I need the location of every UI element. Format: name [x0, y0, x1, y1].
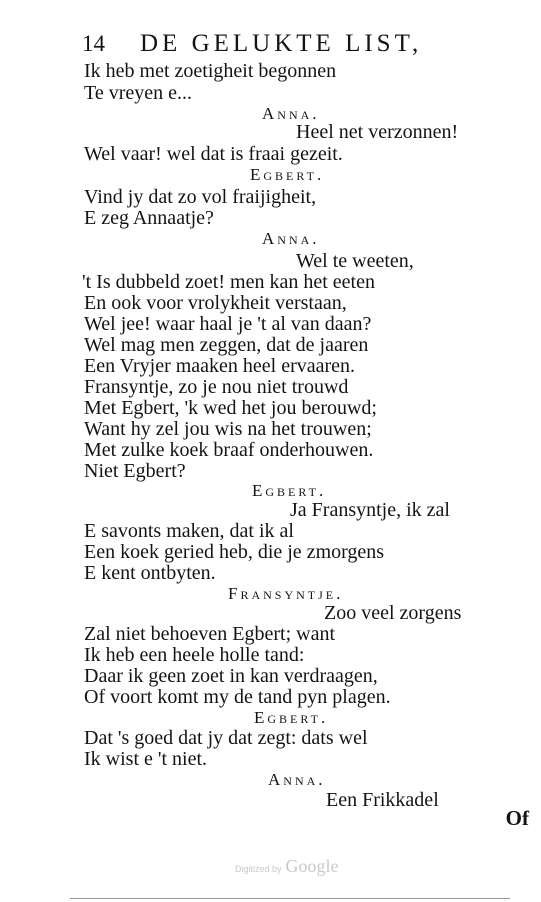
verse-line: Want hy zel jou wis na het trouwen;	[84, 418, 372, 440]
speaker-anna: Anna.	[262, 229, 320, 248]
verse-line: Wel vaar! wel dat is fraai gezeit.	[84, 143, 343, 165]
speaker-anna: Anna.	[268, 770, 326, 789]
verse-line: Zal niet behoeven Egbert; want	[84, 623, 336, 645]
verse-line: E savonts maken, dat ik al	[84, 520, 294, 542]
verse-line: Vind jy dat zo vol fraijigheit,	[84, 186, 317, 208]
page-edge-rule	[70, 898, 510, 899]
verse-line: Niet Egbert?	[84, 460, 186, 482]
verse-line: Ik wist e 't niet.	[84, 748, 208, 770]
verse-line: Wel mag men zeggen, dat de jaaren	[84, 334, 369, 356]
verse-line: Wel te weeten,	[296, 250, 414, 272]
google-watermark	[235, 856, 355, 880]
verse-line: Dat 's goed dat jy dat zegt: dats wel	[84, 727, 368, 749]
verse-line: Daar ik geen zoet in kan verdraagen,	[84, 665, 378, 687]
watermark-brand: Google	[285, 856, 339, 876]
speaker-anna: Anna.	[262, 104, 320, 123]
verse-line: En ook voor vrolykheit verstaan,	[84, 292, 347, 314]
speaker-egbert: Egbert.	[250, 165, 325, 184]
verse-line: Ik heb met zoetigheit begonnen	[84, 60, 337, 82]
verse-line: Ik heb een heele holle tand:	[84, 644, 305, 666]
running-title: DE GELUKTE LIST,	[140, 30, 423, 57]
page-header	[82, 30, 462, 62]
watermark-prefix: Digitized by	[235, 864, 282, 874]
catchword: Of	[505, 806, 529, 830]
verse-line: Een Vryjer maaken heel ervaaren.	[84, 355, 356, 377]
verse-line: E kent ontbyten.	[84, 562, 216, 584]
verse-line: Een Frikkadel	[326, 789, 439, 811]
verse-line: Met Egbert, 'k wed het jou berouwd;	[84, 397, 377, 419]
verse-line: Wel jee! waar haal je 't al van daan?	[84, 313, 372, 335]
verse-line: Te vreyen e...	[84, 82, 192, 104]
verse-line: Met zulke koek braaf onderhouwen.	[84, 439, 374, 461]
speaker-egbert: Egbert.	[252, 481, 327, 500]
verse-line: Heel net verzonnen!	[296, 121, 459, 143]
speaker-egbert: Egbert.	[254, 708, 329, 727]
verse-line: Of voort komt my de tand pyn plagen.	[84, 686, 391, 708]
verse-line: E zeg Annaatje?	[84, 207, 214, 229]
verse-line: Ja Fransyntje, ik zal	[290, 499, 450, 521]
verse-line: Fransyntje, zo je nou niet trouwd	[84, 376, 349, 398]
verse-line: Een koek geried heb, die je zmorgens	[84, 541, 385, 563]
page-number: 14	[82, 31, 105, 56]
verse-line: 't Is dubbeld zoet! men kan het eeten	[82, 271, 375, 293]
verse-line: Zoo veel zorgens	[324, 602, 462, 624]
speaker-fransyntje: Fransyntje.	[228, 584, 344, 603]
